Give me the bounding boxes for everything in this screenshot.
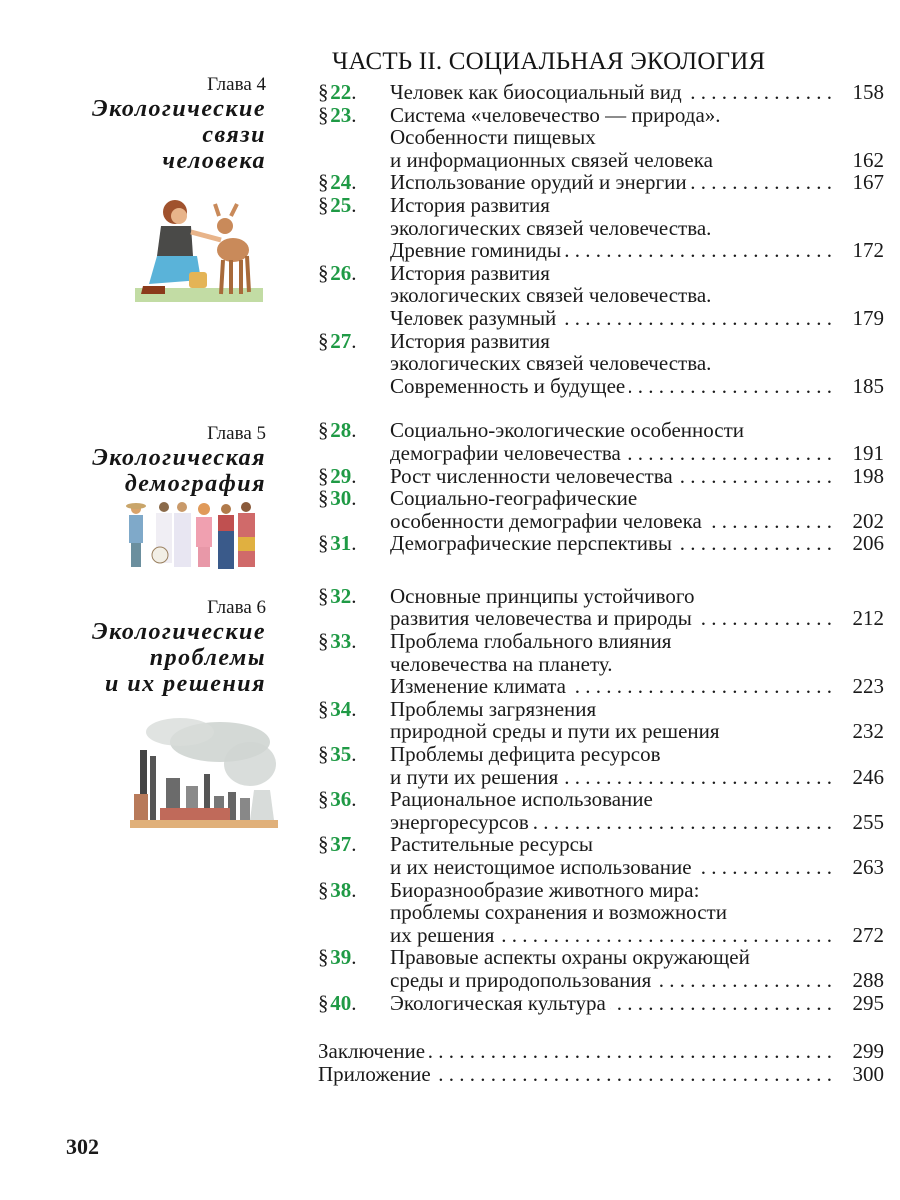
page-ref: 288 (852, 967, 884, 992)
part-title: ЧАСТЬ II. СОЦИАЛЬНАЯ ЭКОЛОГИЯ (332, 48, 766, 75)
page-ref: 246 (852, 764, 884, 789)
section-title: История развития (390, 328, 550, 353)
toc-entry-36[interactable]: § 36. Рациональное использование энергоресурсов . . . 255 (318, 788, 884, 833)
section-title: Экологическая культура (390, 990, 606, 1015)
section-title: Человек как биосоциальный вид (390, 80, 682, 104)
toc-entry-24[interactable]: § 24. Использование орудий и энергии . . . 167 (318, 171, 884, 194)
page-ref: 191 (852, 440, 884, 465)
page-ref: 223 (852, 674, 884, 699)
section-number: 38 (330, 877, 352, 902)
toc-entry-31[interactable]: § 31. Демографические перспективы . . . 206 (318, 532, 884, 555)
section-title: их решения (390, 922, 495, 947)
toc-entry-22[interactable]: § 22. Человек как биосоциальный вид . . . 158 (318, 81, 884, 104)
chapter-title-line: Экологическая (92, 445, 266, 471)
page-ref: 263 (852, 855, 884, 879)
industrial-smokestacks-illustration (100, 716, 280, 830)
toc-entry-34[interactable]: § 34. Проблемы загрязнения природной среды и пути их решения 232 (318, 696, 884, 744)
section-number: 35 (330, 742, 352, 767)
chapter-title-line: связи (202, 122, 266, 148)
section-number: 26 (330, 260, 352, 285)
toc-entry-38[interactable]: § 38. Биоразнообразие животного мира: проблемы сохранения и возможности их решения . . . 272 (318, 879, 884, 947)
section-number: 22 (330, 80, 352, 104)
section-title: Основные принципы устойчивого (390, 583, 695, 608)
chapter-title-line: человека (162, 148, 266, 174)
toc-entry-23[interactable]: § 23. Система «человечество — природа». Особенности пищевых и информационных связей человека 162 (318, 102, 884, 172)
page-ref: 172 (852, 238, 884, 263)
toc-entry-25[interactable]: § 25. История развития экологических связей человечества. Древние гоминиды . . . 172 (318, 194, 884, 262)
section-title: экологических связей человечества. (390, 351, 712, 376)
toc-entry-39[interactable]: § 39. Правовые аспекты охраны окружающей среды и природопользования . . . 288 (318, 946, 884, 991)
page-number: 302 (66, 1134, 99, 1159)
section-title: экологических связей человечества. (390, 283, 712, 308)
page-ref: 167 (852, 170, 884, 195)
chapter-label: Глава 4 (207, 74, 266, 95)
section-title: Растительные ресурсы (390, 832, 594, 857)
section-number: 29 (330, 463, 352, 488)
chapter-label: Глава 6 (207, 597, 266, 618)
toc-entry-30[interactable]: § 30. Социально-географические особенности демографии человека . . . 202 (318, 487, 884, 532)
section-title: природной среды и пути их решения (390, 719, 720, 744)
section-title: Демографические перспективы (390, 531, 673, 556)
chapter-title-line: проблемы (149, 645, 266, 671)
section-number: 24 (330, 170, 352, 195)
toc-entry-29[interactable]: § 29. Рост численности человечества . . . 198 (318, 465, 884, 488)
section-number: 28 (330, 418, 352, 443)
section-number: 37 (330, 832, 352, 857)
section-number: 36 (330, 787, 352, 812)
toc-entry-27[interactable]: § 27. История развития экологических связей человечества. Современность и будущее . . . 185 (318, 330, 884, 398)
toc-entry-32[interactable]: § 32. Основные принципы устойчивого развития человечества и природы . . . 212 (318, 585, 884, 630)
section-title: Использование орудий и энергии (390, 170, 687, 195)
section-title: Социально-географические (390, 486, 638, 511)
section-title: История развития (390, 260, 550, 285)
section-title: Рациональное использование (390, 787, 653, 812)
page-ref: 162 (852, 147, 884, 172)
chapter-4-heading (92, 74, 266, 174)
section-title: История развития (390, 192, 550, 217)
section-number: 40 (330, 990, 352, 1015)
section-title: Изменение климата (390, 674, 566, 699)
page-ref: 295 (852, 990, 884, 1015)
section-number: 23 (330, 102, 352, 127)
page-ref: 299 (852, 1039, 884, 1064)
page-ref: 158 (852, 80, 884, 104)
section-title: Система «человечество — природа». (390, 102, 721, 127)
page-ref: 179 (852, 305, 884, 330)
page-ref: 232 (852, 719, 884, 744)
page-ref: 202 (852, 508, 884, 533)
page-ref: 212 (852, 606, 884, 631)
people-of-different-cultures-illustration (122, 497, 264, 579)
section-number: 30 (330, 486, 352, 511)
section-title: экологических связей человечества. (390, 215, 712, 240)
section-title: человечества на планету. (390, 651, 613, 676)
table-of-contents (318, 81, 884, 1085)
section-title: энергоресурсов (390, 809, 529, 834)
section-title: развития человечества и природы (390, 606, 692, 631)
section-title: Правовые аспекты охраны окружающей (390, 945, 750, 970)
woman-feeding-fawn-illustration (135, 190, 263, 302)
appendix-title: Заключение (318, 1039, 426, 1064)
section-title: и их неистощимое использование (390, 855, 692, 879)
chapter-title-line: демография (124, 471, 266, 497)
toc-entry-conclusion[interactable] (318, 1040, 884, 1063)
page-ref: 198 (852, 463, 884, 488)
section-number: 33 (330, 629, 352, 654)
section-title: и пути их решения (390, 764, 559, 789)
section-title: демографии человечества (390, 440, 621, 465)
toc-entry-35[interactable]: § 35. Проблемы дефицита ресурсов и пути их решения . . . 246 (318, 743, 884, 788)
section-number: 39 (330, 945, 352, 970)
section-title: Древние гоминиды (390, 238, 562, 263)
section-title: Биоразнообразие животного мира: (390, 877, 700, 902)
page-ref: 300 (852, 1061, 884, 1086)
page-ref: 255 (852, 809, 884, 834)
section-title: Проблемы загрязнения (390, 696, 597, 721)
section-number: 32 (330, 583, 352, 608)
section-title: среды и природопользования (390, 967, 652, 992)
section-number: 31 (330, 531, 352, 556)
section-title: проблемы сохранения и возможности (390, 900, 727, 925)
section-number: 25 (330, 192, 352, 217)
section-title: и информационных связей человека (390, 147, 713, 172)
toc-entry-40[interactable]: § 40. Экологическая культура . . . 295 (318, 992, 884, 1015)
toc-entry-33[interactable]: § 33. Проблема глобального влияния человечества на планету. Изменение климата . . . 223 (318, 630, 884, 698)
section-title: Проблемы дефицита ресурсов (390, 742, 661, 767)
page-ref: 185 (852, 373, 884, 398)
section-number: 34 (330, 696, 352, 721)
page-ref: 206 (852, 531, 884, 556)
page-ref: 272 (852, 922, 884, 947)
section-title: Рост численности человечества (390, 463, 673, 488)
section-title: Человек разумный (390, 305, 557, 330)
section-title: Проблема глобального влияния (390, 629, 672, 654)
section-title: Современность и будущее (390, 373, 626, 398)
section-title: особенности демографии человека (390, 508, 702, 533)
section-title: Социально-экологические особенности (390, 418, 745, 443)
appendix-title: Приложение (318, 1061, 431, 1086)
chapter-5-heading (92, 423, 266, 497)
chapter-title-line: и их решения (104, 671, 266, 697)
chapter-title-line: Экологические (91, 96, 266, 122)
toc-entry-37[interactable]: § 37. Растительные ресурсы и их неистощимое использование . . . 263 (318, 833, 884, 878)
toc-entry-26[interactable]: § 26. История развития экологических связей человечества. Человек разумный . . . 179 (318, 262, 884, 330)
section-number: 27 (330, 328, 352, 353)
chapter-title-line: Экологические (91, 619, 266, 645)
toc-entry-28[interactable]: § 28. Социально-экологические особенности демографии человечества . . . 191 (318, 419, 884, 464)
chapter-label: Глава 5 (207, 423, 266, 444)
chapter-6-heading (92, 597, 266, 697)
toc-entry-appendix[interactable] (318, 1063, 884, 1086)
section-title: Особенности пищевых (390, 125, 596, 150)
